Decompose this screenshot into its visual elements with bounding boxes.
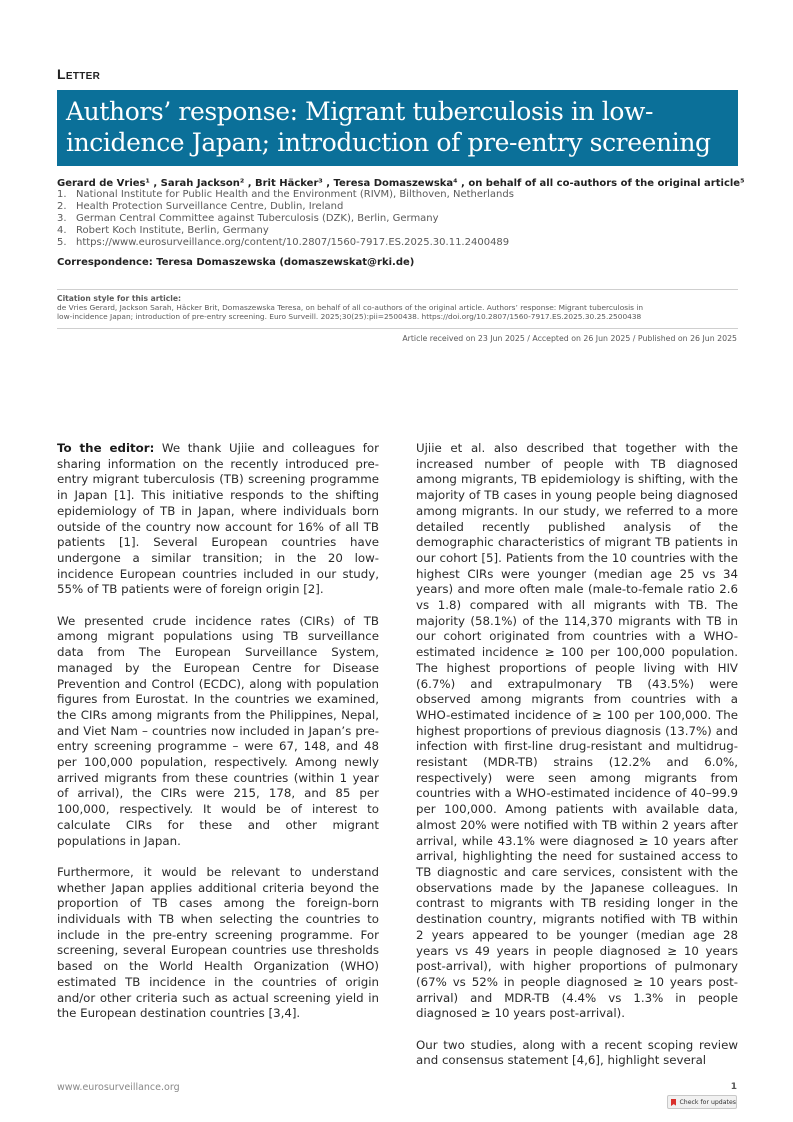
affiliation-text: German Central Committee against Tuberculosis (DZK), Berlin, Germany xyxy=(76,212,439,224)
check-for-updates-button[interactable] xyxy=(667,1095,737,1109)
correspondence[interactable]: Correspondence: Teresa Domaszewska (domaszewskat@rki.de) xyxy=(57,257,415,268)
affiliation-item xyxy=(57,201,514,213)
citation-block xyxy=(57,294,738,321)
affiliation-text: Health Protection Surveillance Centre, Dublin, Ireland xyxy=(76,200,344,212)
title-banner xyxy=(57,90,738,166)
citation-line: de Vries Gerard, Jackson Sarah, Häcker Brit, Domaszewska Teresa, on behalf of all co-authors of the original article. Authors’ response: Migrant tuberculosis in xyxy=(57,303,644,312)
check-for-updates-label: Check for updates xyxy=(679,1098,736,1106)
body-paragraph xyxy=(57,441,379,598)
section-label: Letter xyxy=(57,66,101,82)
body-paragraph: Our two studies, along with a recent scoping review and consensus statement [4,6], highlight several xyxy=(416,1037,738,1068)
citation-label: Citation style for this article: xyxy=(57,294,182,303)
affiliation-link[interactable]: https://www.eurosurveillance.org/content/10.2807/1560-7917.ES.2025.30.11.2400489 xyxy=(76,236,510,248)
affiliation-number: 4. xyxy=(57,224,67,236)
footer-url[interactable]: www.eurosurveillance.org xyxy=(57,1082,180,1093)
bookmark-icon xyxy=(671,1098,676,1107)
divider xyxy=(57,289,738,290)
paragraph-lead: To the editor: xyxy=(57,441,155,455)
affiliation-text: Robert Koch Institute, Berlin, Germany xyxy=(76,224,269,236)
divider xyxy=(57,328,738,329)
body-column-right xyxy=(416,441,738,1085)
affiliation-number: 1. xyxy=(57,189,67,200)
article-title: Authors’ response: Migrant tuberculosis in low-incidence Japan; introduction of pre-entry screening xyxy=(66,97,711,157)
affiliation-list xyxy=(57,189,514,249)
affiliation-number: 3. xyxy=(57,212,67,224)
author-list: Gerard de Vries¹ , Sarah Jackson² , Brit Häcker³ , Teresa Domaszewska⁴ , on behalf of all co-authors of the original article⁵ xyxy=(57,178,745,189)
body-column-left xyxy=(57,441,379,1038)
body-paragraph: Furthermore, it would be relevant to understand whether Japan applies additional criteria beyond the proportion of TB cases among the foreign-born individuals with TB when selecting the countries to include in the pre-entry screening programme. For screening, several European countries use thresholds based on the World Health Organization (WHO) estimated TB incidence in the countries of origin and/or other criteria such as actual screening yield in the European destination countries [3,4]. xyxy=(57,864,379,1021)
paragraph-text: We thank Ujiie and colleagues for sharing information on the recently introduced pre-entry migrant tuberculosis (TB) screening programme in Japan [1]. This initiative responds to the shifting epidemiology of TB in Japan, where individuals born outside of the country now account for 16% of all TB patients [1]. Several European countries have undergone a similar transition; in the 20 low-incidence European countries included in our study, 55% of TB patients were of foreign origin [2]. xyxy=(57,441,379,597)
affiliation-item xyxy=(57,213,514,225)
affiliation-number: 2. xyxy=(57,200,67,212)
affiliation-number: 5. xyxy=(57,236,67,248)
affiliation-item xyxy=(57,189,514,201)
article-dates: Article received on 23 Jun 2025 / Accepted on 26 Jun 2025 / Published on 26 Jun 2025 xyxy=(402,334,737,343)
affiliation-item[interactable] xyxy=(57,237,514,249)
body-paragraph: We presented crude incidence rates (CIRs) of TB among migrant populations using TB surveillance data from The European Surveillance System, managed by the European Centre for Disease Prevention and Control (ECDC), along with population figures from Eurostat. In the countries we examined, the CIRs among migrants from the Philippines, Nepal, and Viet Nam – countries now included in Japan’s pre-entry screening programme – were 67, 148, and 48 per 100,000 population, respectively. Among newly arrived migrants from these countries (within 1 year of arrival), the CIRs were 215, 178, and 85 per 100,000, respectively. It would be of interest to calculate CIRs for these and other migrant populations in Japan. xyxy=(57,613,379,848)
body-paragraph: Ujiie et al. also described that together with the increased number of people with TB diagnosed among migrants, TB epidemiology is shifting, with the majority of TB cases in young people being diagnosed among migrants. In our study, we referred to a more detailed recently published analysis of the demographic characteristics of migrant TB patients in our cohort [5]. Patients from the 10 countries with the highest CIRs were younger (median age 25 vs 34 years) and more often male (male-to-female ratio 2.6 vs 1.8) compared with all migrants with TB. The majority (58.1%) of the 114,370 migrants with TB in our cohort originated from countries with a WHO-estimated incidence ≥ 100 per 100,000 population. The highest proportions of people living with HIV (6.7%) and extrapulmonary TB (43.5%) were observed among migrants from countries with a WHO-estimated incidence of ≥ 100 per 100,000. The highest proportions of previous diagnosis (13.7%) and infection with first-line drug-resistant and multidrug-resistant (MDR-TB) strains (12.2% and 6.0%, respectively) were seen among migrants from countries with a WHO-estimated incidence of 40–99.9 per 100,000. Among patients with available data, almost 20% were notified with TB within 2 years after arrival, while 43.1% were diagnosed ≥ 10 years after arrival, highlighting the need for sustained access to TB diagnostic and care services, consistent with the observations made by the Japanese colleagues. In contrast to migrants with TB residing longer in the destination country, migrants notified with TB within 2 years appeared to be younger (median age 28 years vs 49 years in people diagnosed ≥ 10 years post-arrival), with higher proportions of pulmonary (67% vs 52% in people diagnosed ≥ 10 years post-arrival) and MDR-TB (4.4% vs 1.3% in people diagnosed ≥ 10 years post-arrival). xyxy=(416,441,738,1021)
page-number: 1 xyxy=(730,1082,737,1092)
citation-line[interactable]: low-incidence Japan; introduction of pre-entry screening. Euro Surveill. 2025;30(25):pii=2500438. https://doi.org/10.2807/1560-7917.ES.2025.30.25.2500438 xyxy=(57,312,642,322)
affiliation-text: National Institute for Public Health and the Environment (RIVM), Bilthoven, Netherlands xyxy=(76,189,514,200)
affiliation-item xyxy=(57,225,514,237)
